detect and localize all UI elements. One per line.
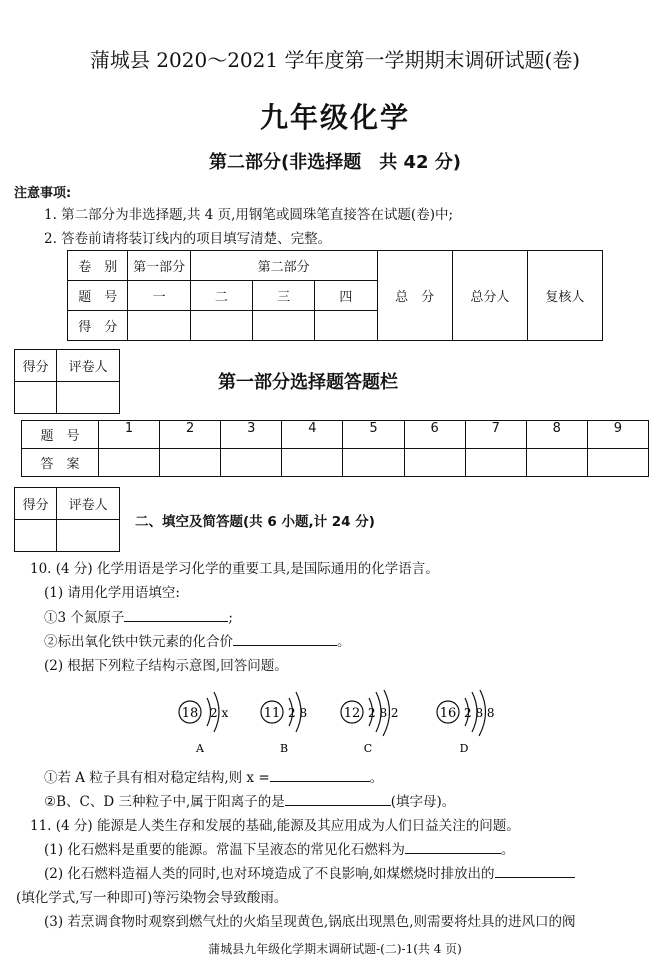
answer-blank[interactable]	[405, 839, 501, 854]
section1-title: 第一部分选择题答题栏	[218, 372, 398, 393]
atom-label: C	[363, 742, 373, 755]
question-number: 5	[343, 421, 404, 449]
electron-label: 2 x	[210, 706, 229, 720]
answer-table-label: 题 号	[22, 421, 99, 449]
answer-cell[interactable]	[221, 449, 282, 477]
answer-blank[interactable]	[270, 767, 370, 782]
part-title: 第二部分(非选择题 共 42 分)	[208, 152, 462, 173]
q11-stem: 11. (4 分) 能源是人类生存和发展的基础,能源及其应用成为人们日益关注的问题。	[30, 818, 520, 834]
grader-box	[14, 487, 120, 552]
score-table	[67, 250, 603, 341]
answer-cell[interactable]	[526, 449, 587, 477]
question-number: 9	[587, 421, 648, 449]
question-number: 3	[221, 421, 282, 449]
q11-part3: (3) 若烹调食物时观察到燃气灶的火焰呈现黄色,锅底出现黑色,则需要将灶具的进风口的阀	[44, 914, 576, 930]
score-table-qnum: 一	[128, 281, 190, 311]
answer-blank[interactable]	[495, 863, 575, 878]
grader-reviewer-cell[interactable]	[57, 382, 120, 414]
electron-label: 2 8 8	[464, 706, 495, 720]
notice-label: 注意事项:	[14, 186, 72, 201]
atom-label: B	[279, 742, 289, 755]
nucleus-label: 11	[263, 706, 281, 721]
answer-cell[interactable]	[404, 449, 465, 477]
q10-part1b-text: ②标出氧化铁中铁元素的化合价	[44, 634, 233, 650]
atom-diagram-b	[261, 692, 307, 755]
question-number: 7	[465, 421, 526, 449]
grader-box	[14, 349, 120, 414]
q10-part1a-end: ;	[228, 610, 233, 626]
subject-title: 九年级化学	[259, 101, 410, 134]
q11-part2-text: (2) 化石燃料造福人类的同时,也对环境造成了不良影响,如煤燃烧时排放出的	[44, 866, 495, 882]
section2-title: 二、填空及简答题(共 6 小题,计 24 分)	[135, 514, 375, 530]
question-number: 2	[160, 421, 221, 449]
atom-label: D	[459, 742, 469, 755]
q10-stem: 10. (4 分) 化学用语是学习化学的重要工具,是国际通用的化学语言。	[30, 561, 439, 577]
score-table-reviewer: 复核人	[527, 251, 602, 341]
atom-diagram-d	[437, 690, 495, 755]
atom-label: A	[196, 742, 204, 755]
score-table-qnum: 二	[190, 281, 252, 311]
electron-label: 2 8 2	[368, 706, 399, 720]
answer-cell[interactable]	[343, 449, 404, 477]
q10-part1b-end: 。	[337, 634, 351, 650]
atom-diagram-a	[179, 692, 228, 755]
grader-reviewer-label: 评卷人	[57, 488, 120, 520]
score-table-label: 得 分	[68, 311, 128, 341]
nucleus-label: 12	[343, 706, 361, 721]
score-table-label: 题 号	[68, 281, 128, 311]
q10-part1: (1) 请用化学用语填空:	[44, 585, 180, 601]
answer-cell[interactable]	[282, 449, 343, 477]
q10-part2b-end: (填字母)。	[390, 794, 456, 810]
score-cell[interactable]	[190, 311, 252, 341]
score-table-qnum: 四	[315, 281, 377, 311]
q10-part2b	[44, 790, 455, 810]
answer-cell[interactable]	[160, 449, 221, 477]
score-cell[interactable]	[128, 311, 190, 341]
q10-part2a-text: ①若 A 粒子具有相对稳定结构,则 x =	[44, 770, 270, 786]
notice-item-1: 1. 第二部分为非选择题,共 4 页,用钢笔或圆珠笔直接答在试题(卷)中;	[44, 207, 454, 223]
q11-part2	[44, 862, 575, 882]
score-table-part2: 第二部分	[190, 251, 377, 281]
answer-cell[interactable]	[99, 449, 160, 477]
question-number: 1	[99, 421, 160, 449]
q11-part1-end: 。	[500, 842, 515, 858]
answer-blank[interactable]	[233, 631, 337, 646]
q10-part1b	[44, 630, 351, 650]
question-number: 4	[282, 421, 343, 449]
answer-blank[interactable]	[285, 791, 391, 806]
q11-part1	[44, 838, 514, 858]
page-footer: 蒲城县九年级化学期末调研试题-(二)-1(共 4 页)	[208, 942, 462, 956]
q11-part1-text: (1) 化石燃料是重要的能源。常温下呈液态的常见化石燃料为	[44, 842, 405, 858]
q10-part1a	[44, 606, 233, 626]
q10-part2: (2) 根据下列粒子结构示意图,回答问题。	[44, 658, 288, 674]
notice-item-2: 2. 答卷前请将装订线内的项目填写清楚、完整。	[44, 231, 332, 247]
nucleus-label: 16	[439, 706, 457, 721]
grader-score-cell[interactable]	[15, 382, 57, 414]
grader-reviewer-cell[interactable]	[57, 520, 120, 552]
exam-title: 蒲城县 2020～2021 学年度第一学期期末调研试题(卷)	[89, 48, 581, 72]
grader-reviewer-label: 评卷人	[57, 350, 120, 382]
q10-part2b-text: ②B、C、D 三种粒子中,属于阳离子的是	[44, 794, 285, 810]
score-table-qnum: 三	[253, 281, 315, 311]
grader-score-label: 得分	[15, 488, 57, 520]
q11-part2-cont: (填化学式,写一种即可)等污染物会导致酸雨。	[16, 890, 288, 906]
nucleus-label: 18	[181, 706, 199, 721]
q10-part1a-text: ①3 个氮原子	[44, 610, 125, 626]
answer-blank[interactable]	[124, 607, 228, 622]
score-table-label: 卷 别	[68, 251, 128, 281]
score-cell[interactable]	[315, 311, 377, 341]
question-number: 8	[526, 421, 587, 449]
question-number: 6	[404, 421, 465, 449]
score-table-total: 总 分	[377, 251, 452, 341]
score-table-scorer: 总分人	[452, 251, 527, 341]
answer-cell[interactable]	[465, 449, 526, 477]
answer-table-label: 答 案	[22, 449, 99, 477]
answer-cell[interactable]	[587, 449, 648, 477]
score-table-part1: 第一部分	[128, 251, 190, 281]
q10-part2a-end: 。	[369, 770, 384, 786]
electron-label: 2 8	[288, 706, 308, 720]
grader-score-cell[interactable]	[15, 520, 57, 552]
answer-table	[21, 420, 649, 477]
atom-diagram-c	[341, 690, 399, 755]
q10-part2a	[44, 766, 383, 786]
grader-score-label: 得分	[15, 350, 57, 382]
score-cell[interactable]	[253, 311, 315, 341]
atom-structure-diagrams	[170, 690, 510, 760]
